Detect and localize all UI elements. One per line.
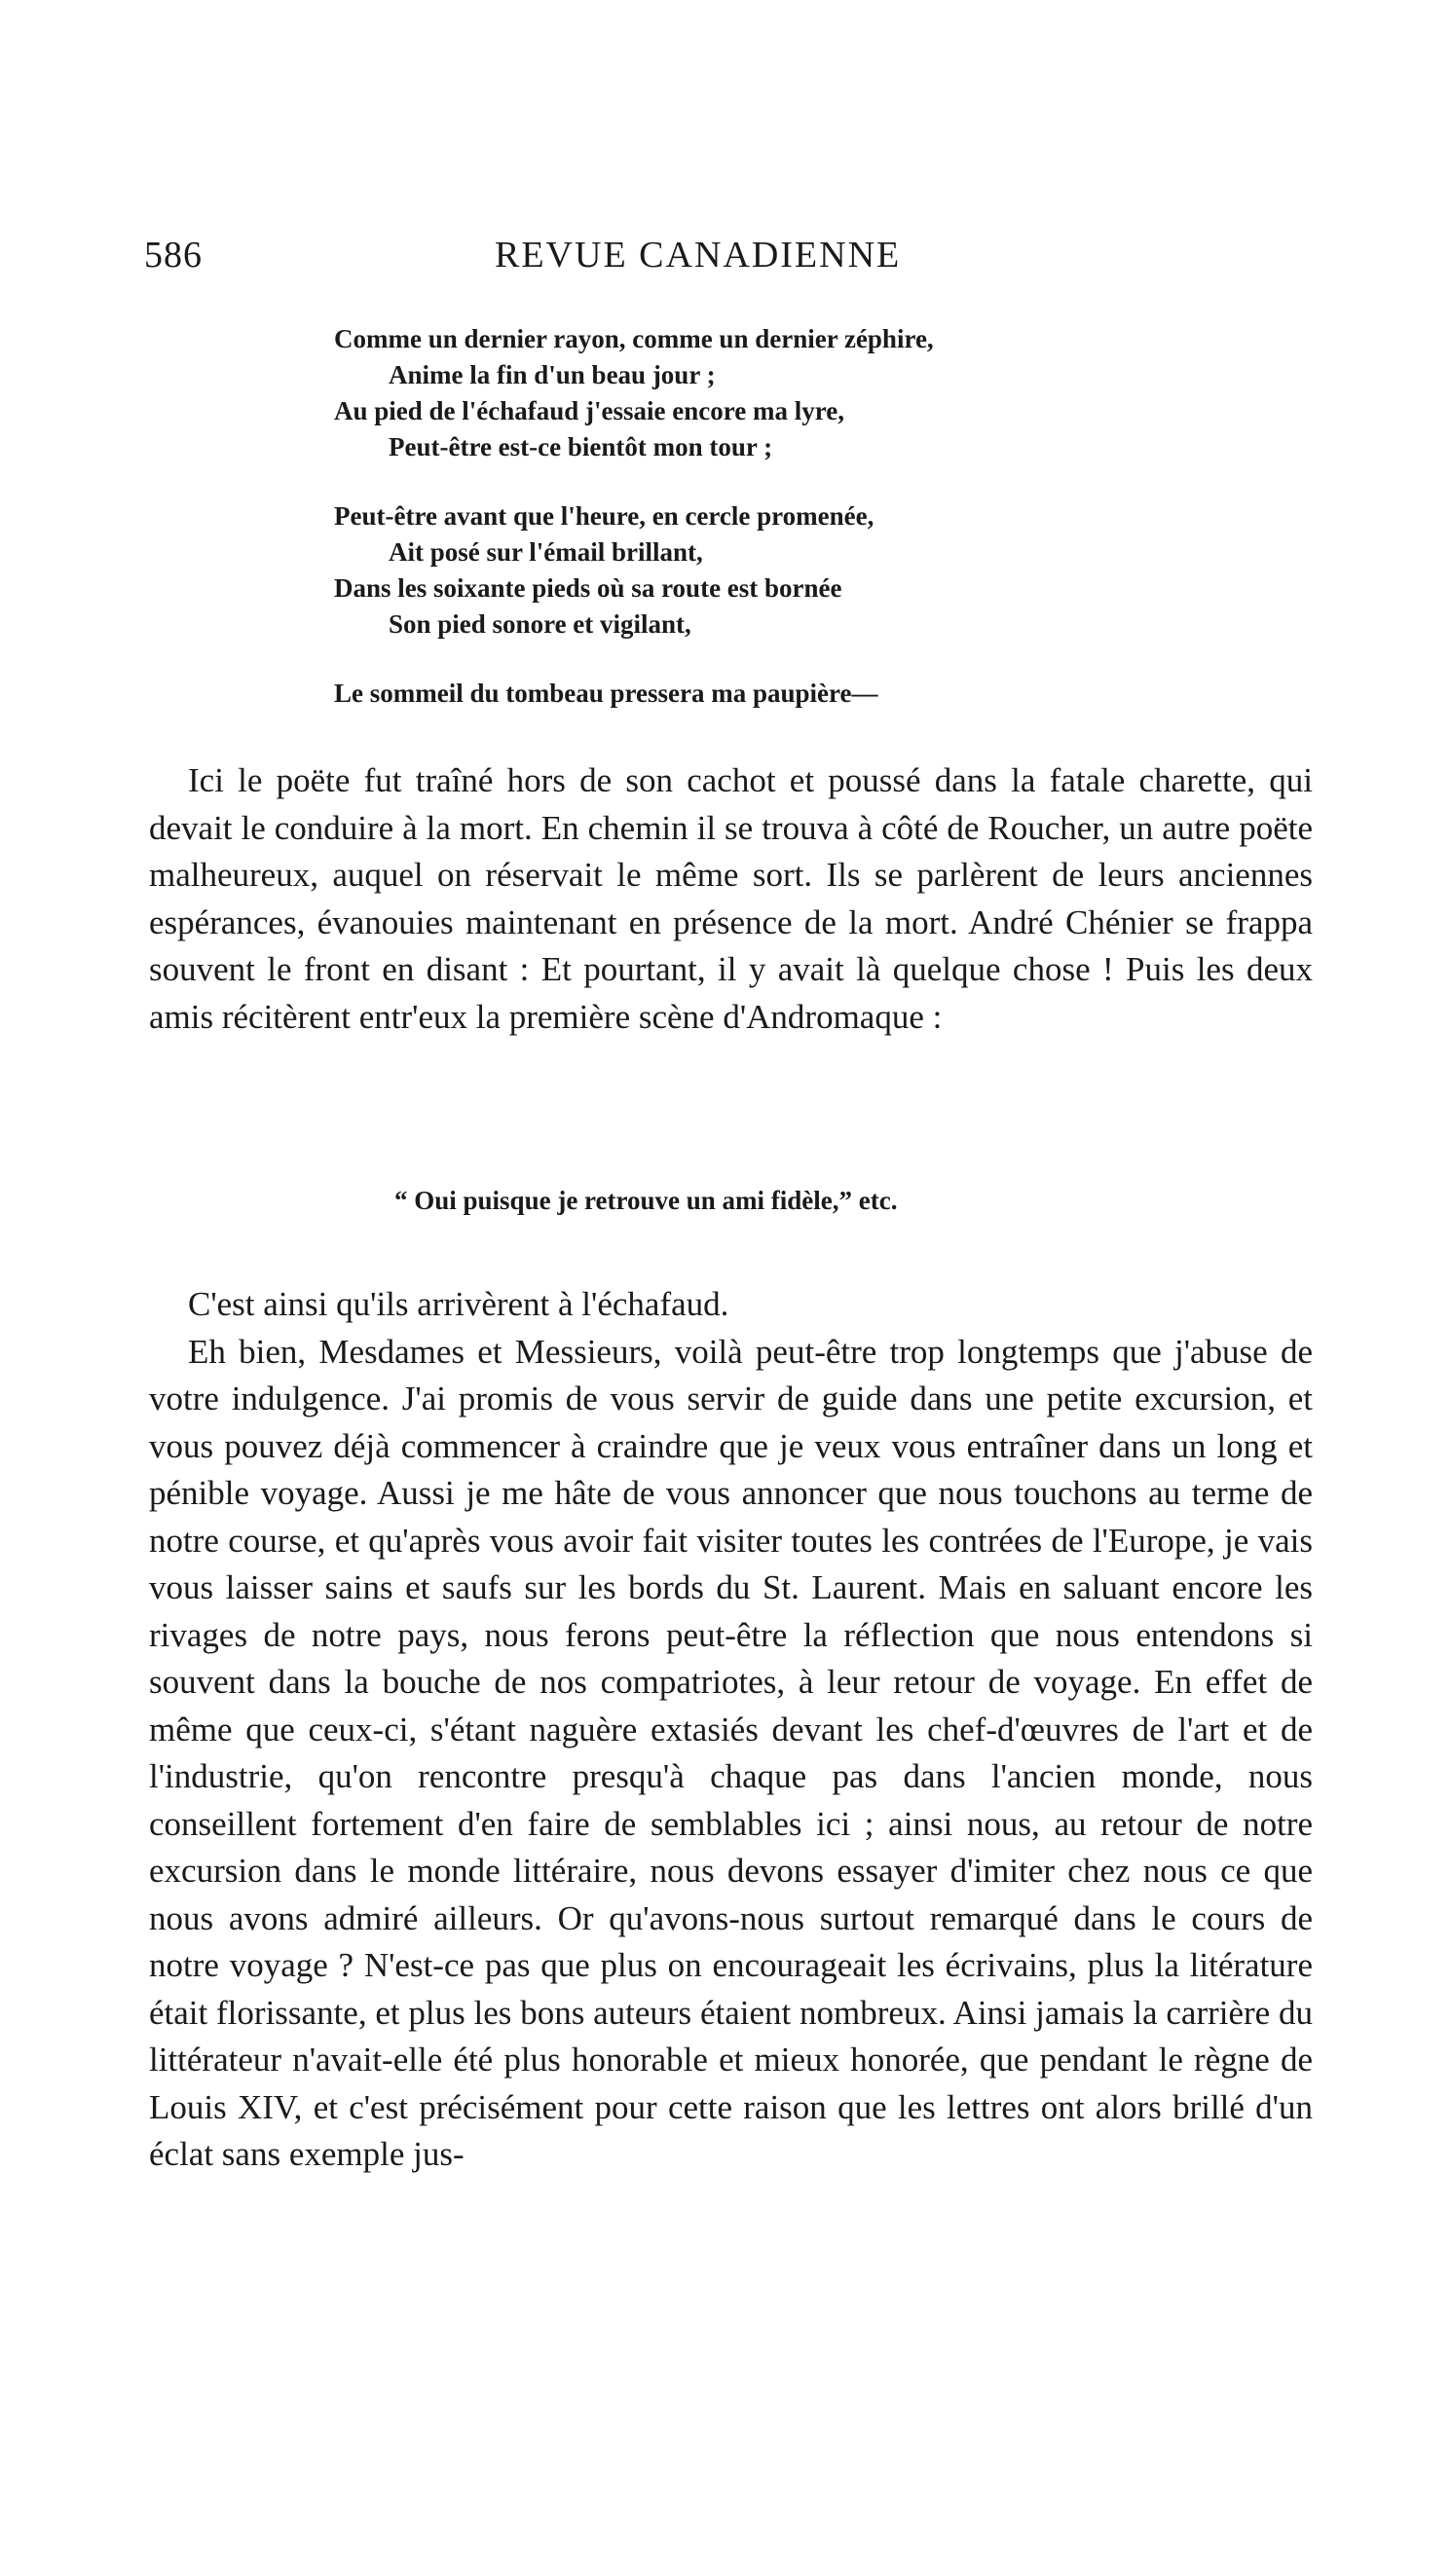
poem-line: Anime la fin d'un beau jour ; (389, 360, 716, 389)
poem-line: Son pied sonore et vigilant, (389, 609, 691, 639)
poem-stanza-3 (334, 676, 1113, 712)
paragraph: Eh bien, Mesdames et Messieurs, voilà peut-être trop longtemps que j'abuse de votre indulgence. J'ai promis de vous servir de guide dans une petite excursion, et vous pouvez déjà commencer à craindre que je veux vous entraîner dans un long et pénible voyage. Aussi je me hâte de vous annoncer que nous touchons au terme de notre course, et qu'après vous avoir fait visiter toutes les contrées de l'Europe, je vais vous laisser sains et saufs sur les bords du St. Laurent. Mais en saluant encore les rivages de notre pays, nous ferons peut-être la réflection que nous entendons si souvent dans la bouche de nos compatriotes, à leur retour de voyage. En effet de même que ceux-ci, s'étant naguère extasiés devant les chef-d'œuvres de l'art et de l'industrie, qu'on rencontre presqu'à chaque pas dans l'ancien monde, nous conseillent fortement d'en faire de semblables ici ; ainsi nous, au retour de notre excursion dans le monde littéraire, nous devons essayer d'imiter chez nous ce que nous avons admiré ailleurs. Or qu'avons-nous surtout remarqué dans le cours de notre voyage ? N'est-ce pas que plus on encourageait les écrivains, plus la litérature était florissante, et plus les bons auteurs étaient nombreux. Ainsi jamais la carrière du littérateur n'avait-elle été plus honorable et mieux honorée, que pendant le règne de Louis XIV, et c'est précisément pour cette raison que les lettres ont alors brillé d'un éclat sans exemple jus- (149, 1332, 1313, 2173)
paragraph: Ici le poëte fut traîné hors de son cachot et poussé dans la fatale charette, qui devait le conduire à la mort. En chemin il se trouva à côté de Roucher, un autre poëte malheureux, auquel on réservait le même sort. Ils se parlèrent de leurs anciennes espérances, évanouies maintenant en présence de la mort. André Chénier se frappa souvent le front en disant : Et pourtant, il y avait là quelque chose ! Puis les deux amis récitèrent entr'eux la première scène d'Andromaque : (149, 761, 1313, 1036)
running-title: REVUE CANADIENNE (495, 235, 902, 276)
poem-line: Le sommeil du tombeau pressera ma paupière— (334, 679, 878, 708)
poem-line: Dans les soixante pieds où sa route est bornée (334, 573, 842, 603)
body-text-bottom (149, 1281, 1313, 2179)
poem-line: Comme un dernier rayon, comme un dernier zéphire, (334, 324, 934, 353)
poem-line: Ait posé sur l'émail brillant, (389, 537, 703, 567)
page-number: 586 (144, 235, 203, 276)
paragraph: C'est ainsi qu'ils arrivèrent à l'échafaud. (188, 1285, 729, 1323)
page-header (144, 234, 1313, 292)
poem-line: Peut-être est-ce bientôt mon tour ; (389, 432, 773, 461)
block-quote: “ Oui puisque je retrouve un ami fidèle,” etc. (394, 1186, 898, 1215)
poem-excerpt (334, 321, 1113, 745)
poem-line: Au pied de l'échafaud j'essaie encore ma lyre, (334, 396, 844, 425)
body-text-top (149, 757, 1313, 1041)
poem-line: Peut-être avant que l'heure, en cercle promenée, (334, 501, 874, 531)
poem-stanza-2 (334, 498, 1113, 643)
poem-stanza-1 (334, 321, 1113, 465)
